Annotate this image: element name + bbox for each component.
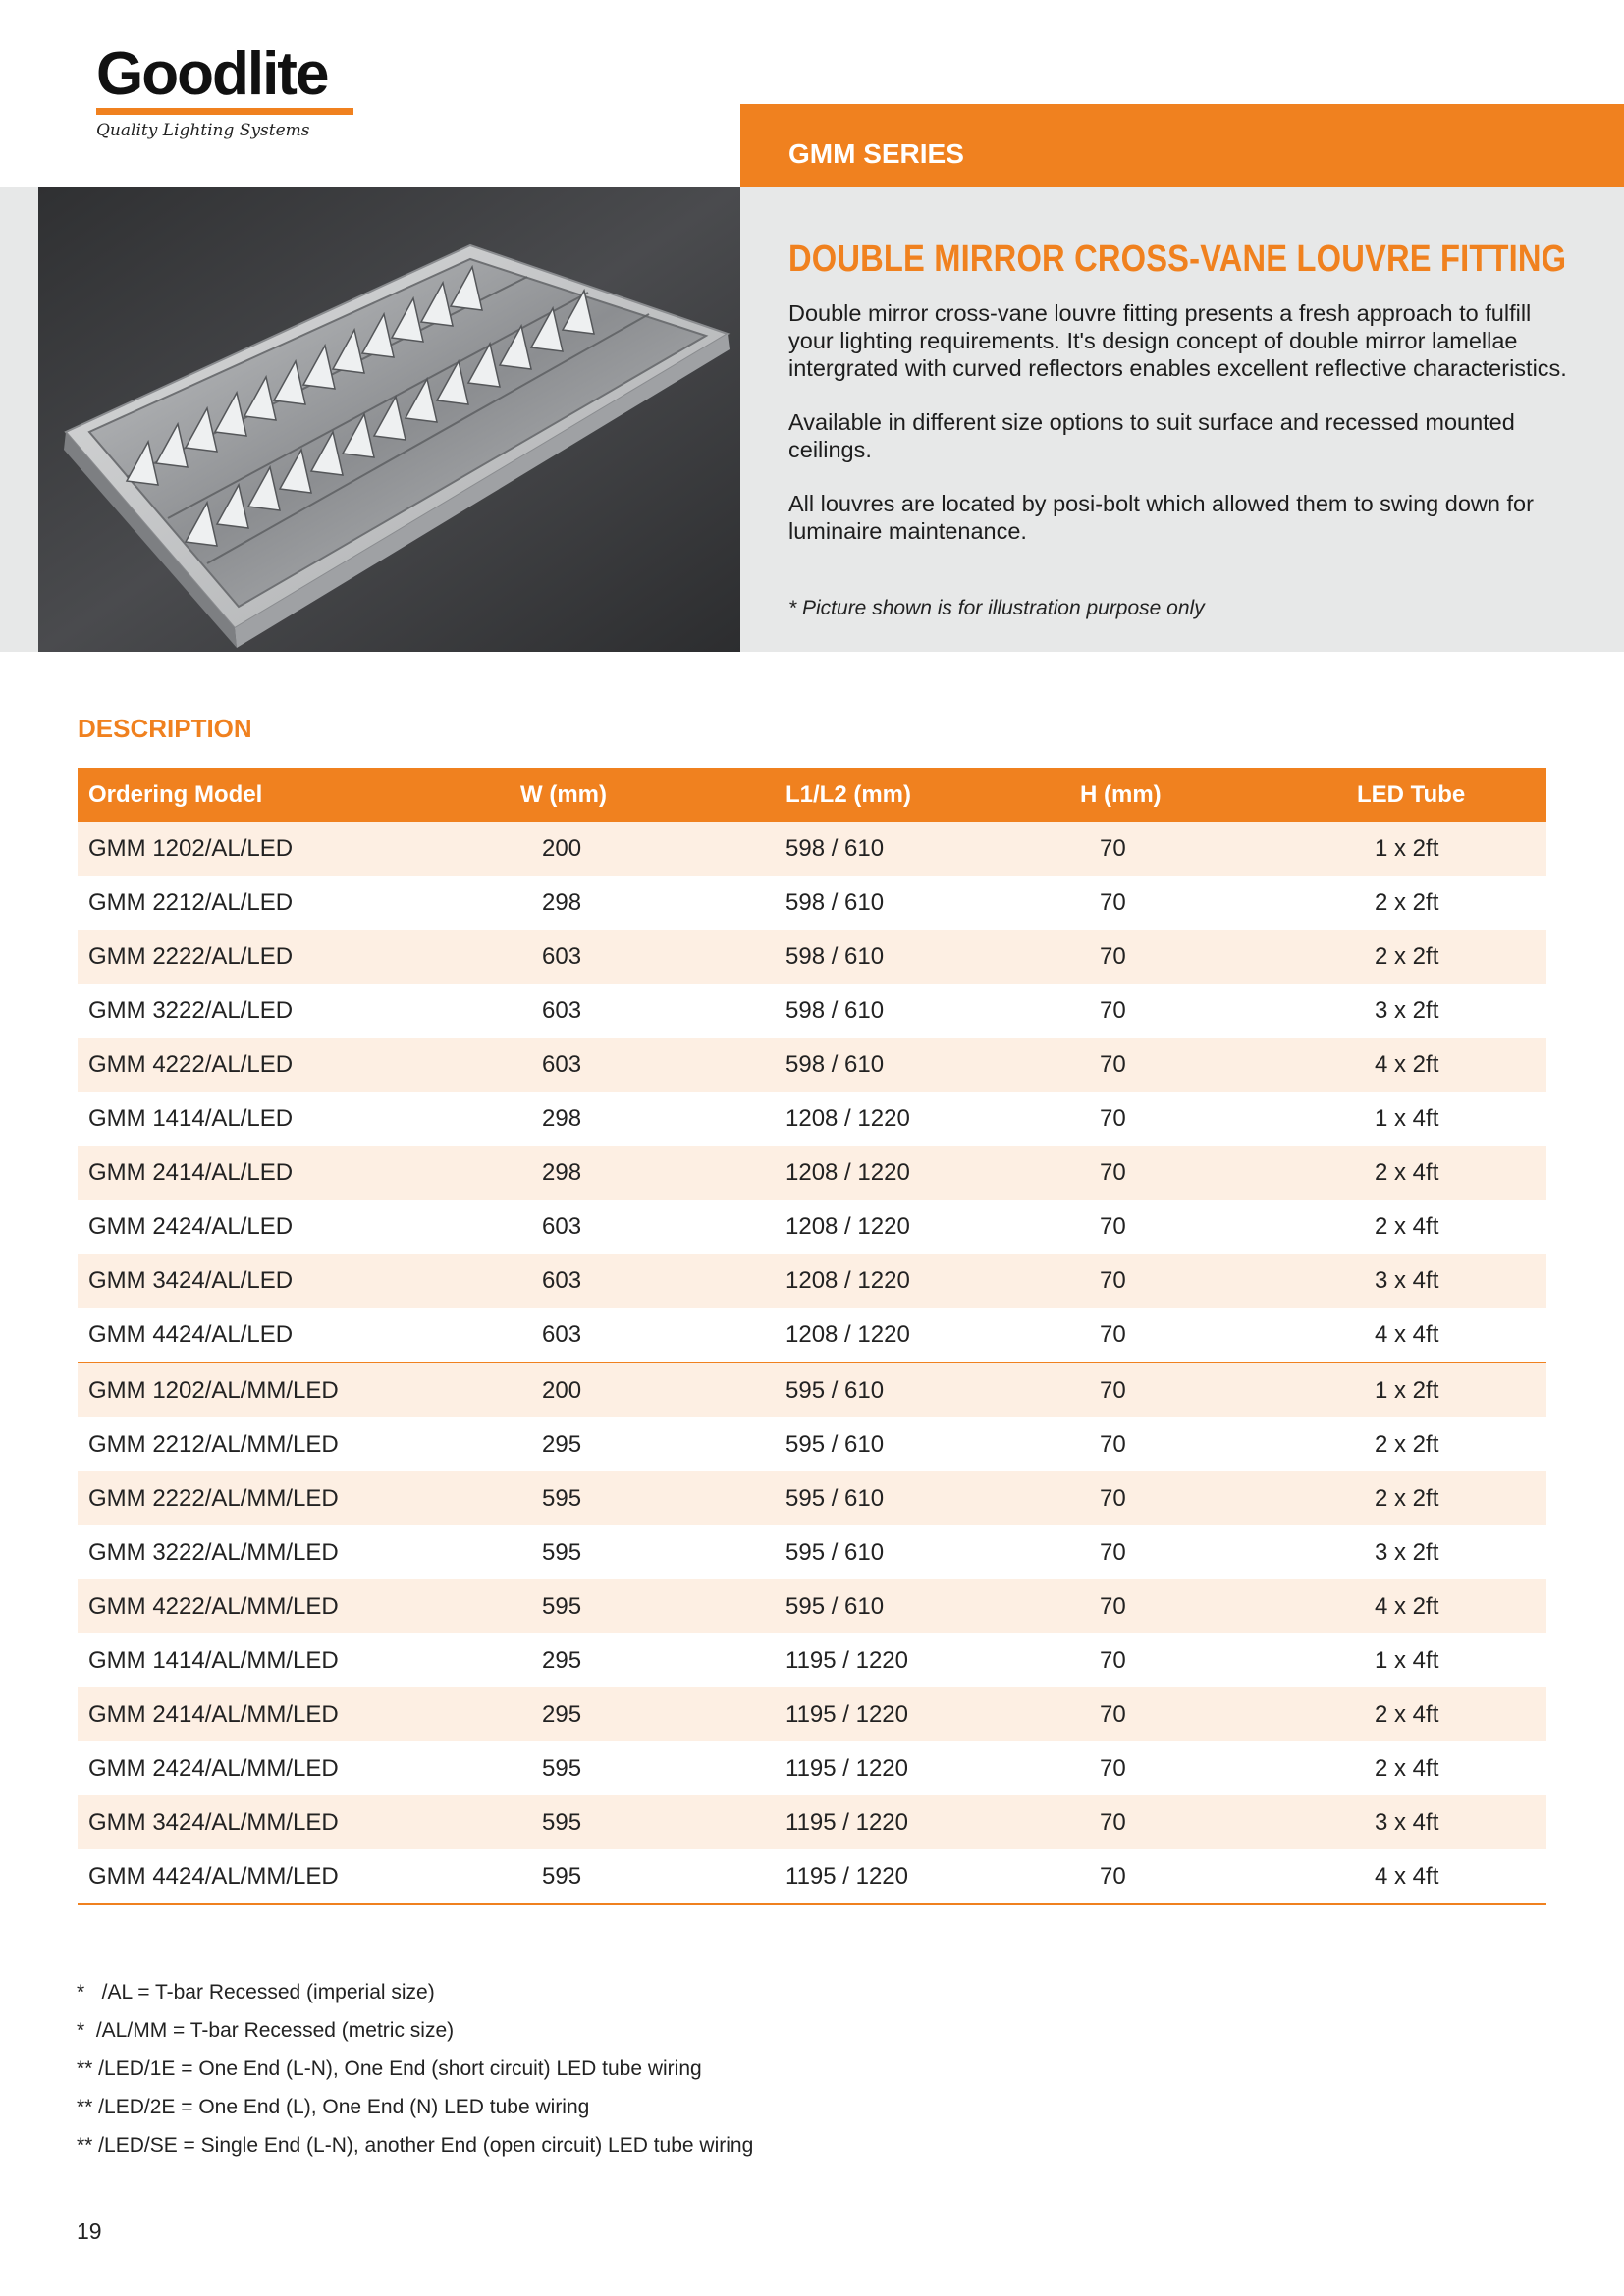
- column-header: Ordering Model: [78, 768, 520, 822]
- table-cell: GMM 1414/AL/MM/LED: [88, 1646, 339, 1674]
- table-cell: GMM 2414/AL/MM/LED: [78, 1687, 520, 1741]
- logo-underline: [96, 108, 353, 115]
- product-description: [788, 299, 1574, 571]
- table-cell: 595: [542, 1754, 582, 1782]
- table-cell: 595 / 610: [785, 1430, 885, 1458]
- product-title: DOUBLE MIRROR CROSS-VANE LOUVRE FITTING: [788, 239, 1567, 280]
- table-cell: GMM 4424/AL/MM/LED: [78, 1849, 520, 1904]
- table-cell: 70: [1100, 1646, 1126, 1674]
- description-paragraph: Available in different size options to suit surface and recessed mounted ceilings.: [788, 409, 1515, 462]
- table-cell: 2 x 2ft: [1357, 1471, 1546, 1525]
- table-cell: GMM 2222/AL/MM/LED: [78, 1471, 520, 1525]
- table-cell: 598 / 610: [785, 930, 1080, 984]
- table-cell: GMM 4222/AL/LED: [78, 1038, 520, 1092]
- table-cell: 1208 / 1220: [785, 1146, 1080, 1200]
- table-cell: 2 x 4ft: [1375, 1754, 1439, 1782]
- table-cell: 1208 / 1220: [785, 1104, 910, 1132]
- page-number: 19: [77, 2218, 102, 2244]
- table-cell: 298: [542, 888, 582, 916]
- table-cell: 1195 / 1220: [785, 1754, 909, 1782]
- table-cell: GMM 2212/AL/MM/LED: [88, 1430, 339, 1458]
- table-cell: 1195 / 1220: [785, 1687, 1080, 1741]
- table-cell: 603: [520, 1254, 785, 1308]
- column-header: LED Tube: [1357, 768, 1546, 822]
- table-cell: GMM 2414/AL/LED: [78, 1146, 520, 1200]
- table-cell: 298: [520, 1146, 785, 1200]
- table-cell: 70: [1080, 1146, 1357, 1200]
- table-cell: 2 x 4ft: [1375, 1212, 1439, 1240]
- table-cell: GMM 4222/AL/MM/LED: [78, 1579, 520, 1633]
- illustration-note: * Picture shown is for illustration purpose only: [788, 597, 1205, 619]
- table-cell: 2 x 4ft: [1357, 1146, 1546, 1200]
- table-cell: 70: [1080, 822, 1357, 876]
- table-row: [78, 1471, 1546, 1525]
- table-cell: 3 x 4ft: [1357, 1254, 1546, 1308]
- table-row: [78, 984, 1546, 1038]
- table-row: [78, 876, 1546, 930]
- table-row: [78, 1092, 1546, 1146]
- table-cell: 1195 / 1220: [785, 1646, 909, 1674]
- table-row: [78, 1362, 1546, 1417]
- brand-tagline: Quality Lighting Systems: [96, 121, 310, 140]
- table-cell: 603: [542, 996, 582, 1024]
- table-cell: 70: [1100, 1754, 1126, 1782]
- footnote: ** /LED/2E = One End (L), One End (N) LED tube wiring: [77, 2096, 590, 2118]
- series-title: GMM SERIES: [788, 138, 964, 169]
- table-cell: 595 / 610: [785, 1579, 1080, 1633]
- table-cell: 1 x 4ft: [1375, 1104, 1439, 1132]
- table-cell: 295: [520, 1687, 785, 1741]
- table-cell: 70: [1100, 888, 1126, 916]
- table-cell: 4 x 4ft: [1357, 1849, 1546, 1904]
- table-cell: 295: [542, 1430, 582, 1458]
- table-cell: 595: [520, 1795, 785, 1849]
- table-cell: 200: [520, 822, 785, 876]
- table-row: [78, 930, 1546, 984]
- table-cell: 598 / 610: [785, 888, 885, 916]
- table-cell: 70: [1100, 1430, 1126, 1458]
- table-cell: 70: [1100, 996, 1126, 1024]
- table-cell: 598 / 610: [785, 996, 885, 1024]
- table-cell: 595: [520, 1471, 785, 1525]
- table-row: [78, 1525, 1546, 1579]
- specification-table: [78, 768, 1546, 1905]
- table-cell: GMM 3222/AL/MM/LED: [88, 1538, 339, 1566]
- table-cell: GMM 1202/AL/MM/LED: [78, 1362, 520, 1417]
- brand-logo: [96, 40, 353, 140]
- table-cell: 603: [542, 1212, 582, 1240]
- table-cell: 70: [1100, 1538, 1126, 1566]
- table-cell: 3 x 4ft: [1357, 1795, 1546, 1849]
- table-cell: GMM 2222/AL/LED: [78, 930, 520, 984]
- table-row: [78, 1849, 1546, 1904]
- table-cell: GMM 2424/AL/MM/LED: [88, 1754, 339, 1782]
- table-cell: 1208 / 1220: [785, 1254, 1080, 1308]
- table-cell: 1 x 4ft: [1375, 1646, 1439, 1674]
- table-row: [78, 1687, 1546, 1741]
- table-cell: GMM 2212/AL/LED: [88, 888, 294, 916]
- description-paragraph: All louvres are located by posi-bolt which allowed them to swing down for luminaire maintenance.: [788, 491, 1534, 544]
- footnote: ** /LED/SE = Single End (L-N), another End (open circuit) LED tube wiring: [77, 2134, 754, 2157]
- table-cell: 70: [1080, 1254, 1357, 1308]
- table-cell: 200: [520, 1362, 785, 1417]
- table-cell: 4 x 4ft: [1375, 1320, 1439, 1348]
- table-row: [78, 1200, 1546, 1254]
- table-cell: 70: [1080, 1471, 1357, 1525]
- product-photo: [38, 187, 740, 652]
- table-cell: 70: [1080, 1362, 1357, 1417]
- table-cell: GMM 3424/AL/MM/LED: [78, 1795, 520, 1849]
- table-cell: GMM 1202/AL/LED: [78, 822, 520, 876]
- table-cell: 70: [1080, 930, 1357, 984]
- table-cell: 595: [542, 1538, 582, 1566]
- column-header: W (mm): [520, 768, 785, 822]
- footnote: ** /LED/1E = One End (L-N), One End (short circuit) LED tube wiring: [77, 2057, 702, 2080]
- table-row: [78, 822, 1546, 876]
- table-cell: 595 / 610: [785, 1471, 1080, 1525]
- table-cell: 1195 / 1220: [785, 1795, 1080, 1849]
- table-cell: 70: [1100, 1212, 1126, 1240]
- table-cell: 70: [1080, 1579, 1357, 1633]
- table-cell: 603: [520, 1038, 785, 1092]
- table-row: [78, 1308, 1546, 1362]
- table-cell: 295: [542, 1646, 582, 1674]
- table-cell: 3 x 2ft: [1375, 996, 1439, 1024]
- table-header-row: [78, 768, 1546, 822]
- table-cell: 2 x 4ft: [1357, 1687, 1546, 1741]
- table-row: [78, 1795, 1546, 1849]
- series-banner: [740, 104, 1624, 187]
- table-row: [78, 1254, 1546, 1308]
- table-row: [78, 1633, 1546, 1687]
- table-cell: GMM 3222/AL/LED: [88, 996, 294, 1024]
- table-cell: 70: [1100, 1104, 1126, 1132]
- table-cell: 1195 / 1220: [785, 1849, 1080, 1904]
- table-cell: 1 x 2ft: [1357, 822, 1546, 876]
- table-cell: 598 / 610: [785, 1038, 1080, 1092]
- footnote: * /AL/MM = T-bar Recessed (metric size): [77, 2019, 455, 2042]
- footnotes: [77, 1973, 753, 2164]
- table-cell: GMM 2424/AL/LED: [88, 1212, 294, 1240]
- table-cell: 70: [1080, 1795, 1357, 1849]
- table-row: [78, 1741, 1546, 1795]
- footnote: * /AL = T-bar Recessed (imperial size): [77, 1981, 435, 2003]
- table-cell: 2 x 2ft: [1357, 930, 1546, 984]
- table-cell: 595 / 610: [785, 1362, 1080, 1417]
- table-cell: 598 / 610: [785, 822, 1080, 876]
- table-cell: GMM 3424/AL/LED: [78, 1254, 520, 1308]
- column-header: L1/L2 (mm): [785, 768, 1080, 822]
- brand-name: Goodlite: [96, 40, 328, 108]
- description-paragraph: Double mirror cross-vane louvre fitting presents a fresh approach to fulfill your lighting requirements. It's design concept of double mirror lamellae intergrated with curved reflectors enables excellent reflective characteristics.: [788, 300, 1567, 381]
- table-cell: 595 / 610: [785, 1538, 885, 1566]
- table-cell: 70: [1100, 1320, 1126, 1348]
- louvre-fitting-illustration: [38, 187, 740, 652]
- section-heading: DESCRIPTION: [78, 714, 252, 743]
- table-cell: 4 x 2ft: [1357, 1038, 1546, 1092]
- table-cell: 595: [520, 1579, 785, 1633]
- table-cell: 603: [542, 1320, 582, 1348]
- table-cell: 2 x 2ft: [1375, 888, 1439, 916]
- table-cell: 2 x 2ft: [1375, 1430, 1439, 1458]
- table-cell: 1208 / 1220: [785, 1320, 910, 1348]
- table-cell: 298: [542, 1104, 582, 1132]
- table-cell: GMM 1414/AL/LED: [88, 1104, 294, 1132]
- table-cell: 1208 / 1220: [785, 1212, 910, 1240]
- table-cell: 603: [520, 930, 785, 984]
- table-cell: 4 x 2ft: [1357, 1579, 1546, 1633]
- table-cell: 595: [520, 1849, 785, 1904]
- table-cell: 70: [1080, 1849, 1357, 1904]
- table-cell: 1 x 2ft: [1357, 1362, 1546, 1417]
- table-cell: GMM 4424/AL/LED: [88, 1320, 294, 1348]
- table-row: [78, 1038, 1546, 1092]
- table-cell: 70: [1080, 1038, 1357, 1092]
- table-row: [78, 1579, 1546, 1633]
- column-header: H (mm): [1080, 768, 1357, 822]
- table-cell: 70: [1080, 1687, 1357, 1741]
- table-row: [78, 1146, 1546, 1200]
- table-row: [78, 1417, 1546, 1471]
- table-cell: 3 x 2ft: [1375, 1538, 1439, 1566]
